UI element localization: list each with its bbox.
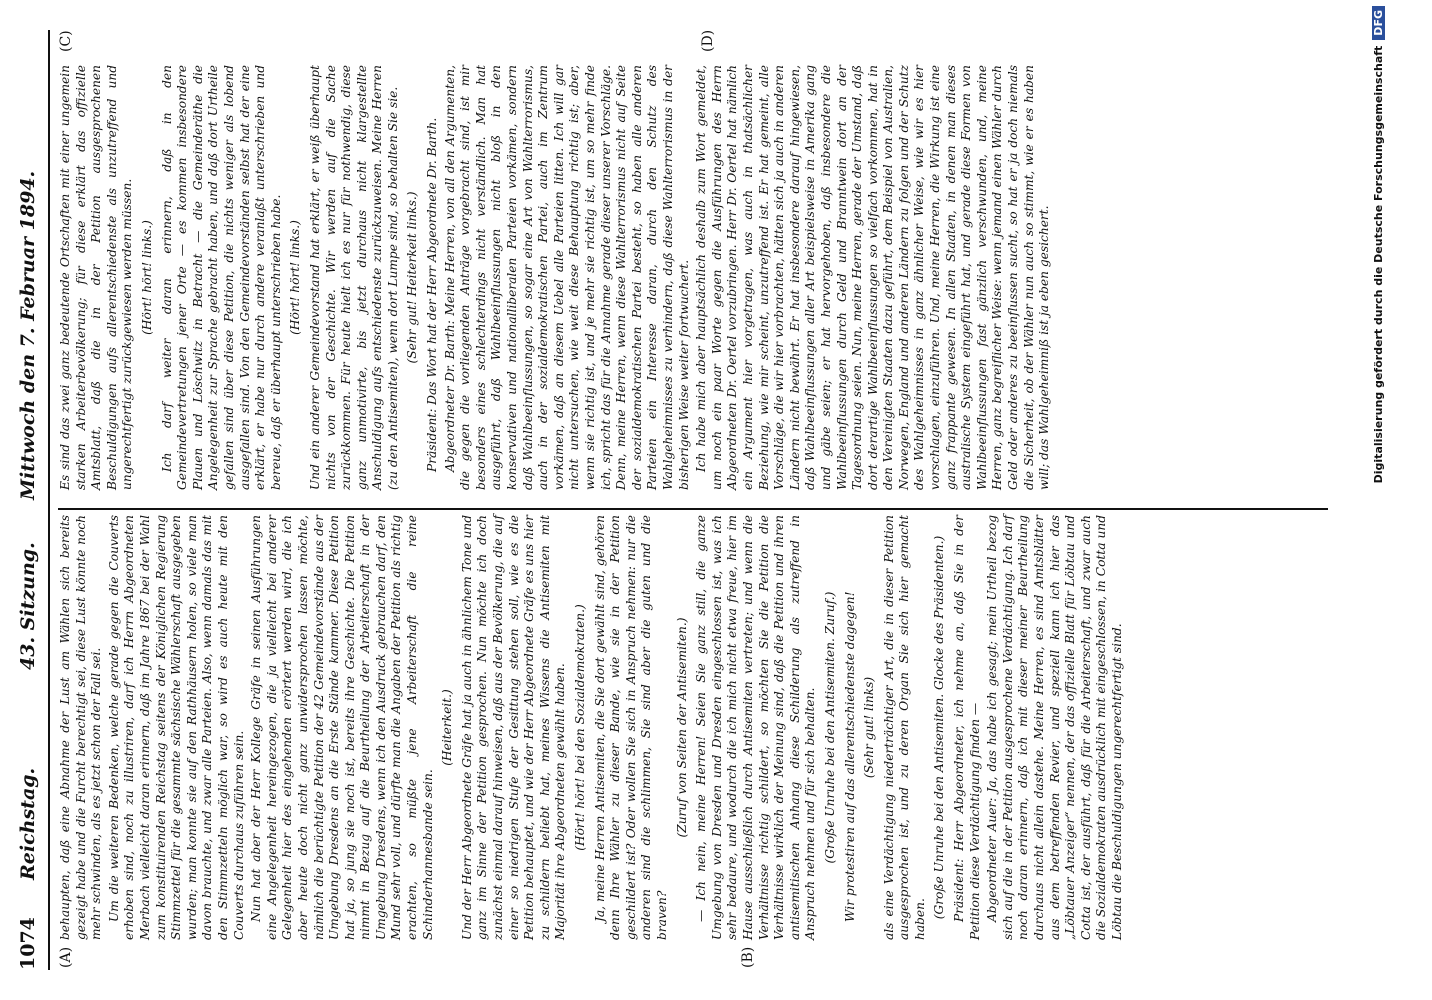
speaker-paragraph: Abgeordneter Auer: Ja, das habe ich gesagt; mein Urtheil bezog sich auf die in der Petition ausgesprochene Verdächtigung. Ich darf noch daran erinnern, daß ich mit dieser meiner Beurtheilung durchaus nicht allein dastehe. Meine Herren, es sind Amtsblätter aus dem betreffenden Revier, und speziell kann ich hier das „Löbtauer Anzeiger“ nennen, der das offizielle Blatt für Löbtau und Cotta ist, der ausführt, daß für die Arbeiterschaft, und zwar auch die Sozialdemokraten ausdrücklich mit eingeschlossen, in Cotta und Löbtau die Beschuldigungen ungerechtfertigt sind.	[985, 515, 1124, 940]
session-date: Mittwoch den 7. Februar 1894.	[17, 170, 39, 500]
interjection: (Große Unruhe bei den Antisemiten. Zuruf.)	[822, 591, 837, 864]
dfg-logo: DFG	[1372, 6, 1385, 40]
interjection: (Heiterkeit.)	[440, 689, 455, 766]
interjection: (Hört! hört! bei den Sozialdemokraten.)	[573, 604, 587, 851]
right-column	[58, 65, 1055, 490]
margin-marker-c: (C)	[58, 30, 74, 52]
paragraph: — Ich nein, meine Herren! Seien Sie ganz still, die ganze Umgebung von Dresden und Dresden eingeschlossen ist, was ich sehr bedaure, und wodurch die ich mich nicht etwa freue, hier im Hause ausschließlich durch Antisemiten vertreten; und wenn die Verhältnisse richtig schildert, so möchten Sie die Petition die Verhältnisse wirklich der Meinung sind, daß die Petition und ihren antisemitischen Anhang diese Schilderung als zutreffend in Anspruch nehmen und für sich behalten.	[694, 515, 818, 940]
page-header	[8, 30, 50, 970]
interjection: (Zuruf von Seiten der Antisemiten.)	[674, 617, 689, 838]
left-column	[58, 515, 1128, 940]
credit-text: Digitalisierung gefördert durch die Deutsche Forschungsgemeinschaft	[1372, 45, 1385, 484]
paragraph: Es sind das zwei ganz bedeutende Ortschaften mit einer ungemein starken Arbeiterbevölkerung; für diese erklärt das offizielle Amtsblatt, daß die in der Petition ausgesprochenen Beschuldigungen aufs allerentschiedenste als unzutreffend und ungerechtfertigt zurückgewiesen werden müssen.	[58, 65, 135, 490]
paragraph: Wir protestiren auf das allerentschiedenste dagegen!	[842, 591, 857, 922]
paragraph: Nun hat aber der Herr Kollege Gräfe in seinen Ausführungen eine Angelegenheit hereingezogen, die ja vielleicht bei anderer Gelegenheit hier des eingehenden erörtert werden wird, die ich aber heute doch nicht ganz unwidersprochen lassen möchte, nämlich die berüchtigte Petition der 42 Gemeindevorstände aus der Umgebung Dresdens an die Erste Stände kammer. Diese Petition hat ja, so jung sie noch ist, bereits ihre Geschichte. Die Petition nimmt in Bezug auf die Beurtheilung der Arbeiterschaft in der Umgebung Dresdens, wenn ich den Ausdruck gebrauchen darf, den Mund sehr voll, und dürfte man die Angaben der Petition als richtig erachten, so müßte jene Arbeiterschaft die reine Schinderhannesbande sein.	[249, 515, 435, 940]
interjection: (Hört! hört! links.)	[139, 220, 154, 335]
paragraph: behaupten, daß eine Abnahme der Lust am Wählen sich bereits gezeigt habe und die Furcht berechtigt sei, diese Lust könnte noch mehr schwinden, als es jetzt schon der Fall sei.	[58, 515, 104, 940]
publication-title: Reichstag.	[17, 767, 39, 880]
session-label: 43. Sitzung.	[17, 542, 39, 670]
speaker-paragraph: Abgeordneter Dr. Barth: Meine Herren, von all den Argumenten, die gegen die vorliegenden Anträge vorgebracht sind, ist mir besonders eines schlechterdings nicht verständlich. Man hat ausgeführt, daß Wahlbeeinflussungen nicht bloß in den konservativen und nationalliberalen Parteien vorkämen, sondern daß Wahlbeeinflussungen, so sogar eine Art von Wahlterrorismus, auch in der sozialdemokratischen Partei, auch im Zentrum vorkämen, daß an diesem Uebel alle Parteien litten. Ich will gar nicht untersuchen, wie weit diese Behauptung richtig ist; aber, wenn sie richtig ist, und je mehr sie richtig ist, um so mehr finde ich, spricht das für die Annahme gerade dieser unserer Vorschläge. Denn, meine Herren, wenn diese Wahlterrorismus nicht auf Seite der sozialdemokratischen Partei besteht, so haben alle anderen Parteien ein Interesse daran, durch den Schutz des Wahlgeheimnisses zu verhindern, daß diese Wahlterrorismus in der bisherigen Weise weiter fortwuchert.	[442, 65, 691, 490]
speaker-paragraph: Präsident: Das Wort hat der Herr Abgeordnete Dr. Barth.	[425, 117, 440, 472]
interjection: (Hört! hört! links.)	[288, 220, 303, 335]
speaker-paragraph: Präsident: Herr Abgeordneter, ich nehme an, daß Sie in der Petition diese Verdächtigung finden —	[952, 515, 982, 940]
page-number: 1074	[17, 917, 39, 970]
paragraph: Um die weiteren Bedenken, welche gerade gegen die Couverts erhoben sind, noch zu illustriren, darf ich Herrn Abgeordneten Merbach vielleicht daran erinnern, daß im Jahre 1867 bei der Wahl zum konstituirenden Reichstag seitens der Königlichen Regierung Stimmzettel für die gesammte sächsische Wählerschaft ausgegeben wurden; man konnte sie auf den Rathhäusern holen, so viele man davon brauchte, und zwar alle Parteien. Also, wenn damals das mit den Stimmzetteln möglich war, so wird es auch heute mit den Couverts durchaus zuführen sein.	[106, 515, 246, 940]
paragraph: Ja, meine Herren Antisemiten, die Sie dort gewählt sind, gehören denn Ihre Wähler zu dieser Bande, wie sie in der Petition geschildert ist? Oder wollen Sie sich in Anspruch nehmen: nur die anderen sind die schlimmen, Sie sind aber die guten und die braven?	[592, 515, 669, 940]
digitization-credit	[1372, 6, 1385, 996]
interjection: (Große Unruhe bei den Antisemiten. Glocke des Präsidenten.)	[932, 535, 947, 920]
margin-marker-d: (D)	[700, 29, 716, 52]
paragraph: Ich darf weiter daran erinnern, daß in den Gemeindevertretungen jener Orte — es kommen insbesondere Plauen und Löschwitz in Betracht — die Gemeinderäthe die Angelegenheit zur Sprache gebracht haben, und daß dort Urtheile gefallen sind über diese Petition, die nichts weniger als lobend ausgefallen sind. Von den Gemeindevorständen selbst hat der eine erklärt, er habe nur durch andere veranlaßt unterschrieben und bereue, daß er überhaupt unterschrieben habe.	[159, 65, 283, 490]
interjection: (Sehr gut! links)	[862, 676, 877, 779]
margin-marker-b: (B)	[740, 946, 756, 968]
paragraph: als eine Verdächtigung niederträchtiger Art, die in dieser Petition ausgesprochen ist, und zu deren Organ Sie sich hier gemacht haben.	[881, 515, 927, 940]
paragraph: Ich habe mich aber hauptsächlich deshalb zum Wort gemeldet, um noch ein paar Worte gegen die Ausführungen des Herrn Abgeordneten Dr. Oertel vorzubringen. Herr Dr. Oertel hat nämlich ein Argument hier vorgetragen, was auch in thatsächlicher Beziehung, wie mir scheint, unzutreffend ist. Er hat gemeint, alle Vorschläge, die wir hier vorbrachten, hätten sich ja auch in anderen Ländern nicht bewährt. Er hat insbesondere darauf hingewiesen, daß Wahlbeeinflussungen aller Art beispielsweise in Amerika gang und gäbe seien; er hat hervorgehoben, daß insbesondere die Wahlbeeinflussungen durch Geld und Branntwein dort an der Tagesordnung seien. Nun, meine Herren, gerade der Umstand, daß dort derartige Wahlbeeinflussungen so vielfach vorkommen, hat in den Vereinigten Staaten dazu geführt, dem Beispiel von Australien, Norwegen, England und anderen Ländern zu folgen und der Schutz des Wahlgeheimnisses in ganz ähnlicher Weise, wie wir es hier vorschlagen, einzuführen. Und, meine Herren, die Wirkung ist eine ganz frappante gewesen. In allen Staaten, in denen man dieses australische System eingeführt hat, und gerade diese Formen von Wahlbeeinflussungen fast gänzlich verschwunden, und, meine Herren, ganz begreiflicher Weise: wenn jemand einen Wähler durch Geld oder anderes zu beeinflussen sucht, so hat er ja doch niemals die Sicherheit, ob der Wähler nun auch so stimmt, wie er es haben will; das Wahlgeheimniß ist ja eben gesichert.	[694, 65, 1052, 490]
margin-marker-a: (A)	[58, 946, 74, 968]
paragraph: Und ein anderer Gemeindevorstand hat erklärt, er weiß überhaupt nichts von der Geschichte. Wir werden auf die Sache zurückkommen. Für heute hielt ich es nur für nothwendig, diese ganz unmotivirte, bis jetzt durchaus nicht klargestellte Anschuldigung aufs entschiedenste zurückzuweisen. Meine Herren (zu den Antisemiten), wenn dort Lumpe sind, so behalten Sie sie.	[307, 65, 400, 490]
column-divider	[58, 508, 1328, 510]
interjection: (Sehr gut! Heiterkeit links.)	[405, 191, 420, 364]
paragraph: Und der Herr Abgeordnete Gräfe hat ja auch in ähnlichem Tone und ganz im Sinne der Petition gesprochen. Nun möchte ich doch zunächst einmal darauf hinweisen, daß aus der Bevölkerung, die auf einer so niedrigen Stufe der Gesittung stehen soll, wie es die Petition behauptet, und wie der Herr Abgeordnete Gräfe es uns hier zu schildern beliebt hat, meines Wissens die Antisemiten mit Majorität ihre Abgeordneten gewählt haben.	[459, 515, 568, 940]
